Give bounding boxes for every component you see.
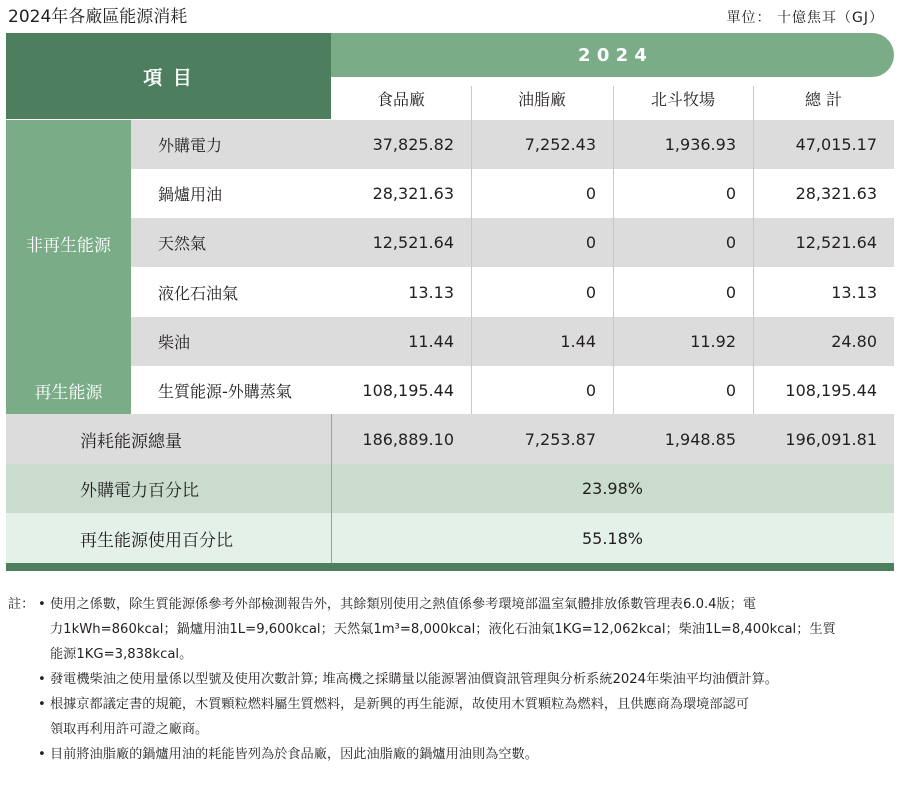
col-header-oil (471, 77, 613, 120)
note-text (50, 592, 898, 667)
pct-value: 55.18% (581, 528, 643, 548)
col-header-ranch (613, 77, 753, 120)
pct-electric-label (6, 464, 331, 513)
note-text (50, 667, 898, 692)
table-cell (753, 366, 894, 414)
table-cell (331, 120, 471, 169)
cell-value: 0 (585, 380, 596, 400)
row-label (131, 317, 331, 366)
table-cell (471, 317, 613, 366)
table-cell (471, 366, 613, 414)
pct-label-text: 再生能源使用百分比 (80, 530, 233, 551)
table-bottom-bar (6, 563, 894, 571)
cell-value: 12,521.64 (795, 233, 877, 252)
cell-value: 0 (725, 184, 736, 203)
cell-value: 0 (725, 380, 736, 400)
table-cell (471, 218, 613, 267)
bullet-icon: • (38, 597, 46, 612)
note-item (8, 592, 898, 667)
cell-value: 24.80 (831, 332, 877, 351)
note-line: 領取再利用許可證之廠商。 (50, 722, 209, 737)
row-label (131, 366, 331, 414)
pct-renewable-value (331, 513, 894, 563)
total-cell (613, 414, 753, 464)
table-cell (753, 267, 894, 317)
note-item (8, 742, 898, 767)
bullet-icon: • (38, 697, 46, 712)
cell-value: 13.13 (831, 282, 877, 302)
header-item-label: 項 目 (143, 66, 194, 89)
grid-divider (471, 86, 472, 414)
col-header-total (753, 77, 894, 120)
note-line: 目前將油脂廠的鍋爐用油的耗能皆列為於食品廠，因此油脂廠的鍋爐用油則為空數。 (50, 747, 538, 762)
table-cell (331, 169, 471, 218)
cell-value: 7,252.43 (524, 135, 596, 154)
cell-value: 0 (585, 282, 596, 302)
cell-value: 11.92 (690, 332, 736, 351)
note-text (50, 742, 898, 767)
pct-electric-value (331, 464, 894, 513)
table-cell (613, 120, 753, 169)
notes-lead: 註： (8, 597, 35, 612)
cell-value: 0 (725, 282, 736, 302)
note-line: 根據京都議定書的規範，木質顆粒燃料屬生質燃料，是新興的再生能源，故使用木質顆粒為燃料，且供應商為環境部認可 (50, 697, 749, 712)
table-cell (613, 317, 753, 366)
pct-renewable-label (6, 513, 331, 563)
note-line: 發電機柴油之使用量係以型號及使用次數計算; 堆高機之採購量以能源署油價資訊管理與分析系統2024年柴油平均油價計算。 (50, 672, 778, 687)
note-indent (8, 667, 38, 692)
col-header-label: 北斗牧場 (650, 90, 715, 109)
cell-value: 28,321.63 (795, 184, 877, 203)
row-label-text: 液化石油氣 (158, 283, 239, 303)
note-item (8, 667, 898, 692)
group-nonrenewable (6, 120, 131, 366)
pct-label-text: 外購電力百分比 (80, 481, 199, 501)
grid-divider (613, 86, 614, 414)
total-label-text: 消耗能源總量 (80, 431, 182, 452)
total-cell (753, 414, 894, 464)
row-label (131, 267, 331, 317)
col-header-label: 總 計 (804, 90, 843, 109)
note-indent (8, 742, 38, 767)
total-cell (331, 414, 471, 464)
cell-value: 11.44 (408, 332, 454, 351)
group-label: 非再生能源 (26, 235, 111, 256)
note-item (8, 692, 898, 742)
pct-value: 23.98% (581, 479, 643, 498)
table-cell (753, 218, 894, 267)
grid-divider (331, 414, 332, 563)
cell-value: 1,936.93 (664, 135, 736, 154)
table-cell (613, 169, 753, 218)
table-cell (331, 366, 471, 414)
unit-label: 單位： 十億焦耳（GJ） (726, 10, 884, 26)
row-label (131, 169, 331, 218)
group-renewable (6, 366, 131, 414)
table-cell (753, 317, 894, 366)
cell-value: 1,948.85 (664, 429, 736, 449)
cell-value: 12,521.64 (372, 233, 454, 252)
cell-value: 0 (585, 184, 596, 203)
table-cell (753, 120, 894, 169)
cell-value: 1.44 (560, 332, 596, 351)
bullet-icon: • (38, 747, 46, 762)
cell-value: 186,889.10 (362, 429, 454, 449)
row-label (131, 218, 331, 267)
table-cell (331, 317, 471, 366)
grid-divider (753, 86, 754, 414)
cell-value: 47,015.17 (795, 135, 877, 154)
total-cell (471, 414, 613, 464)
bullet-icon: • (38, 672, 46, 687)
row-label-text: 柴油 (158, 333, 191, 352)
page-title: 2024年各廠區能源消耗 (8, 7, 188, 27)
notes-section (8, 592, 898, 767)
header-year-label: 2 0 2 4 (578, 44, 647, 66)
cell-value: 108,195.44 (785, 380, 877, 400)
col-header-label: 油脂廠 (517, 90, 566, 109)
total-row-label (6, 414, 331, 464)
table-cell (753, 169, 894, 218)
table-cell (613, 267, 753, 317)
cell-value: 196,091.81 (785, 429, 877, 449)
col-header-food (331, 77, 471, 120)
group-label: 再生能源 (34, 382, 103, 403)
table-cell (471, 267, 613, 317)
note-line: 能源1KG=3,838kcal。 (50, 647, 193, 662)
note-indent (8, 692, 38, 742)
table-cell (471, 120, 613, 169)
table-cell (331, 218, 471, 267)
row-label-text: 外購電力 (158, 136, 223, 155)
row-label-text: 生質能源-外購蒸氣 (158, 381, 292, 401)
cell-value: 13.13 (408, 282, 454, 302)
col-header-label: 食品廠 (376, 90, 425, 109)
row-label-text: 天然氣 (158, 234, 207, 253)
table-cell (613, 366, 753, 414)
cell-value: 0 (585, 233, 596, 252)
note-line: 使用之係數，除生質能源係參考外部檢測報告外，其餘類別使用之熱值係參考環境部溫室氣體排放係數管理表6.0.4版；電 (50, 597, 757, 612)
table-cell (471, 169, 613, 218)
row-label (131, 120, 331, 169)
note-text (50, 692, 898, 742)
header-item-cell (6, 33, 331, 119)
header-year-cell (331, 33, 894, 77)
note-line: 力1kWh=860kcal；鍋爐用油1L=9,600kcal；天然氣1m³=8,000kcal；液化石油氣1KG=12,062kcal；柴油1L=8,400kcal；生質 (50, 622, 836, 637)
cell-value: 37,825.82 (372, 135, 454, 154)
cell-value: 28,321.63 (372, 184, 454, 203)
cell-value: 108,195.44 (362, 380, 454, 400)
cell-value: 0 (725, 233, 736, 252)
cell-value: 7,253.87 (524, 429, 596, 449)
table-cell (331, 267, 471, 317)
table-cell (613, 218, 753, 267)
row-label-text: 鍋爐用油 (158, 185, 223, 204)
